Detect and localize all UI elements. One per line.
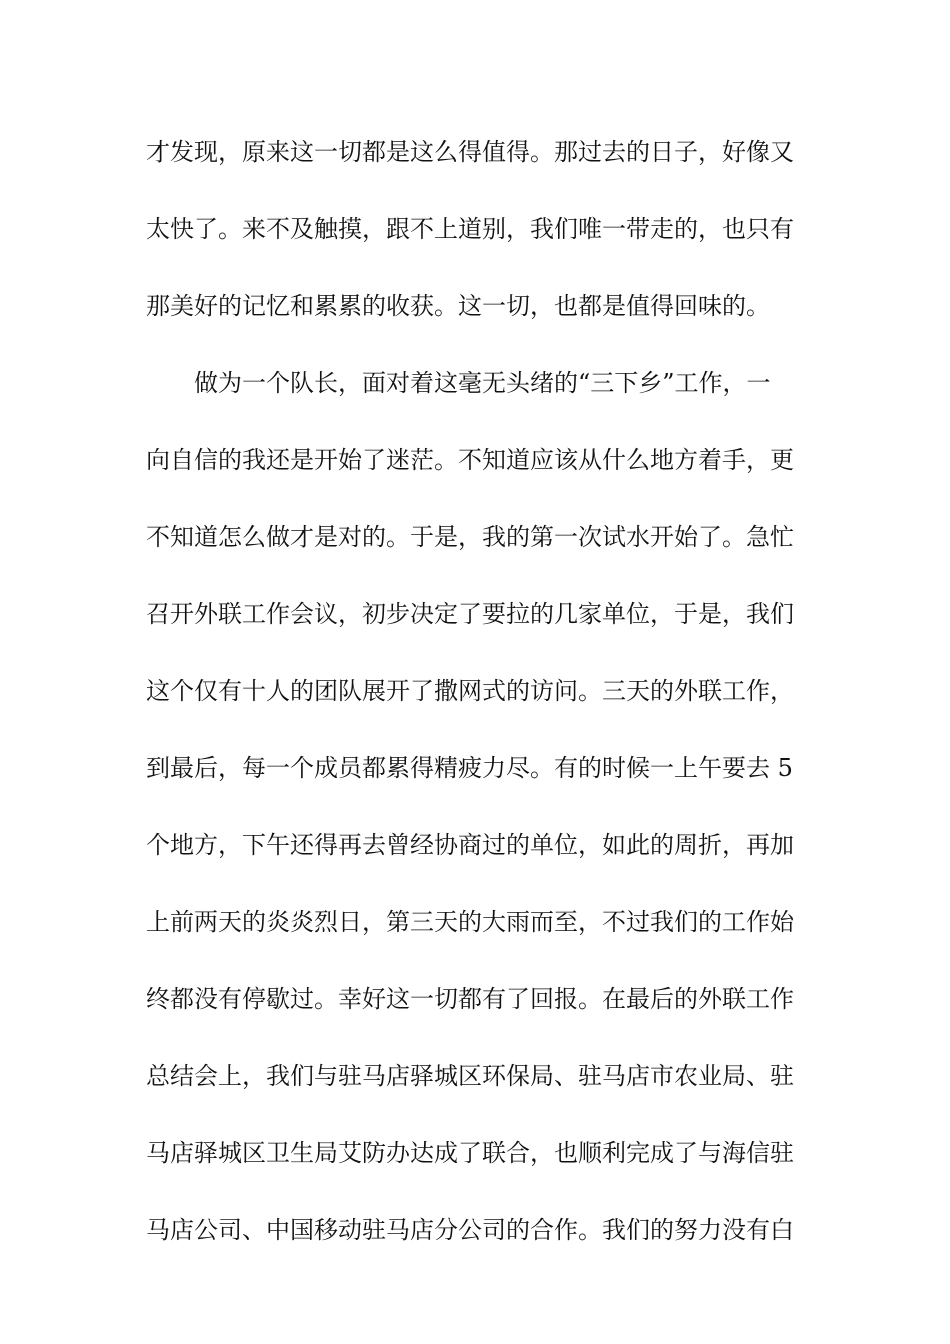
text-line: 到最后，每一个成员都累得精疲力尽。有的时候一上午要去 5 — [146, 754, 793, 782]
text-line: 那美好的记忆和累累的收获。这一切，也都是值得回味的。 — [146, 292, 770, 320]
text-line: 做为一个队长，面对着这毫无头绪的“三下乡”工作，一 — [146, 369, 771, 397]
text-line: 太快了。来不及触摸，跟不上道别，我们唯一带走的，也只有 — [146, 215, 794, 243]
text-line: 马店驿城区卫生局艾防办达成了联合，也顺利完成了与海信驻 — [146, 1139, 794, 1167]
body-text — [146, 128, 810, 1283]
text-line: 个地方，下午还得再去曾经协商过的单位，如此的周折，再加 — [146, 831, 794, 859]
text-line: 不知道怎么做才是对的。于是，我的第一次试水开始了。急忙 — [146, 523, 794, 551]
text-line: 这个仅有十人的团队展开了撒网式的访问。三天的外联工作， — [146, 677, 794, 705]
text-line: 向自信的我还是开始了迷茫。不知道应该从什么地方着手，更 — [146, 446, 794, 474]
text-line: 召开外联工作会议，初步决定了要拉的几家单位，于是，我们 — [146, 600, 794, 628]
text-line: 上前两天的炎炎烈日，第三天的大雨而至，不过我们的工作始 — [146, 908, 794, 936]
text-line: 总结会上，我们与驻马店驿城区环保局、驻马店市农业局、驻 — [146, 1062, 794, 1090]
text-line: 马店公司、中国移动驻马店分公司的合作。我们的努力没有白 — [146, 1216, 794, 1244]
text-line: 才发现，原来这一切都是这么得值得。那过去的日子，好像又 — [146, 138, 794, 166]
text-line: 终都没有停歇过。幸好这一切都有了回报。在最后的外联工作 — [146, 985, 794, 1013]
